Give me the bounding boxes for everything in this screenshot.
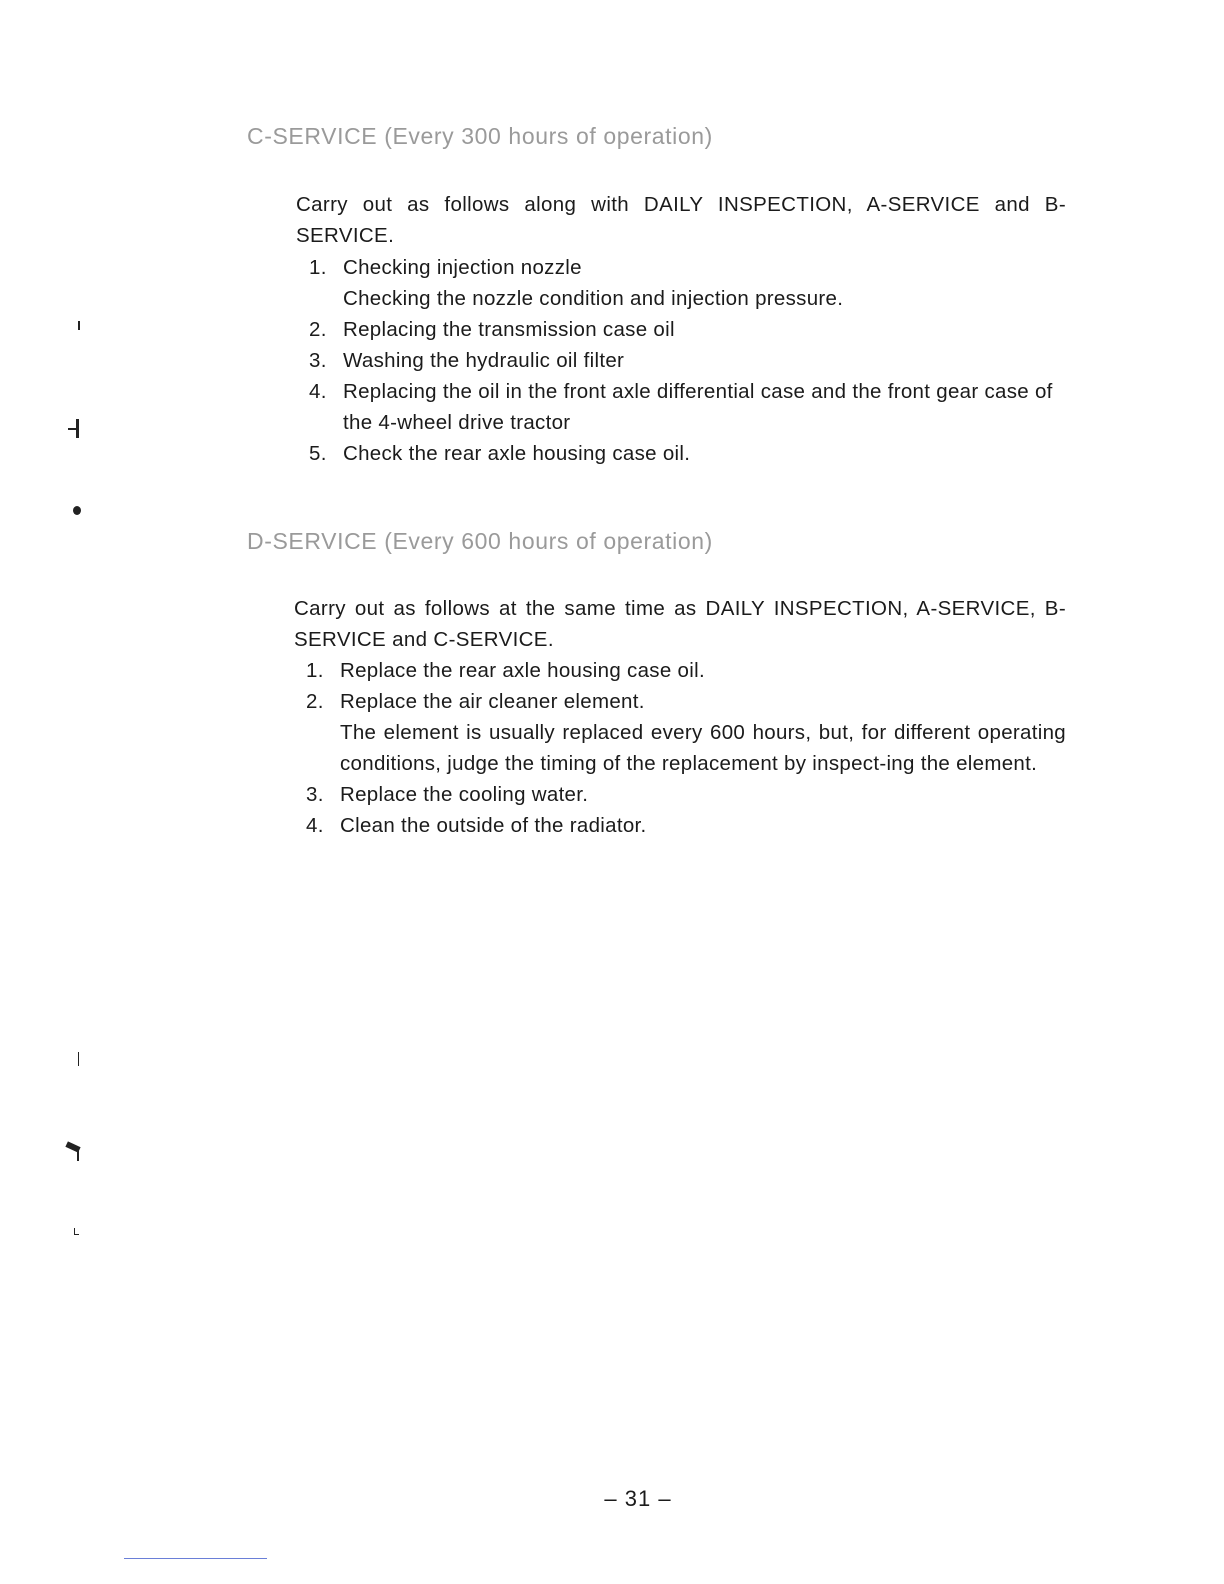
d-service-list xyxy=(306,655,1066,841)
item-number: 3. xyxy=(309,349,327,372)
d-service-intro: Carry out as follows at the same time as DAILY INSPECTION, A-SERVICE, B-SERVICE and C-SERVICE. xyxy=(294,597,1066,651)
list-item xyxy=(309,345,1066,376)
item-subtext: Checking the nozzle condition and injection pressure. xyxy=(343,287,844,310)
item-text: Replacing the transmission case oil xyxy=(343,318,675,341)
list-item xyxy=(306,655,1066,686)
list-item xyxy=(309,376,1066,438)
scan-speck xyxy=(76,419,79,438)
item-number: 4. xyxy=(306,814,324,837)
scan-speck xyxy=(77,1150,79,1161)
scan-speck xyxy=(78,321,80,330)
item-number: 1. xyxy=(306,659,324,682)
list-item xyxy=(306,810,1066,841)
scan-speck xyxy=(78,1052,79,1066)
d-service-heading: D-SERVICE (Every 600 hours of operation) xyxy=(247,528,713,554)
list-item xyxy=(309,252,1066,314)
bottom-rule xyxy=(124,1558,267,1559)
scan-speck xyxy=(74,1234,79,1235)
item-number: 1. xyxy=(309,256,327,279)
item-subtext: The element is usually replaced every 600 hours, but, for different operating conditions, judge the timing of the replacement by inspect-ing the element. xyxy=(340,721,1066,775)
list-item xyxy=(309,438,1066,469)
c-service-heading: C-SERVICE (Every 300 hours of operation) xyxy=(247,123,713,149)
item-number: 5. xyxy=(309,442,327,465)
c-service-intro: Carry out as follows along with DAILY INSPECTION, A-SERVICE and B-SERVICE. xyxy=(296,193,1066,247)
list-item xyxy=(306,686,1066,779)
scan-speck xyxy=(73,506,81,515)
item-number: 3. xyxy=(306,783,324,806)
item-number: 2. xyxy=(306,690,324,713)
item-text: Replace the rear axle housing case oil. xyxy=(340,659,705,682)
item-text: Replacing the oil in the front axle differential case and the front gear case of the 4-wheel drive tractor xyxy=(343,380,1053,434)
page-number: – 31 – xyxy=(604,1486,672,1511)
list-item xyxy=(309,314,1066,345)
item-text: Checking injection nozzle xyxy=(343,256,582,279)
item-number: 2. xyxy=(309,318,327,341)
list-item xyxy=(306,779,1066,810)
item-text: Replace the cooling water. xyxy=(340,783,589,806)
item-text: Check the rear axle housing case oil. xyxy=(343,442,691,465)
item-number: 4. xyxy=(309,380,327,403)
item-text: Washing the hydraulic oil filter xyxy=(343,349,625,372)
item-text: Clean the outside of the radiator. xyxy=(340,814,647,837)
item-text: Replace the air cleaner element. xyxy=(340,690,645,713)
c-service-list xyxy=(309,252,1066,469)
